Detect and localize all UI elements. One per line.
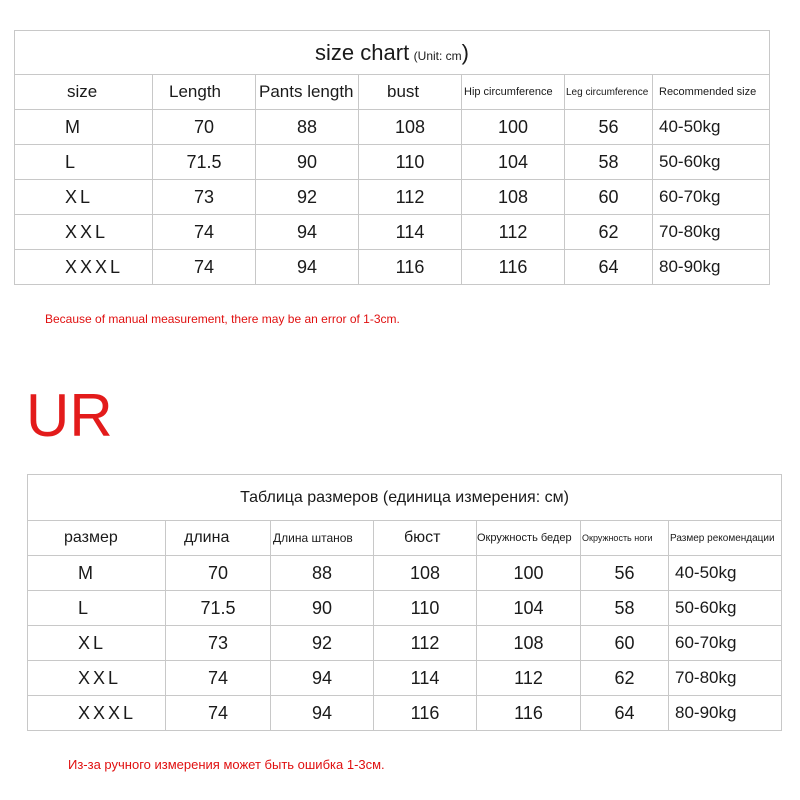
recommended-cell: 50-60kg: [669, 591, 782, 626]
length-cell: 74: [153, 250, 256, 285]
recommended-cell: 60-70kg: [653, 180, 770, 215]
bust-cell: 108: [374, 556, 477, 591]
pants-length-cell: 88: [256, 110, 359, 145]
hip-cell: 104: [462, 145, 565, 180]
size-cell: XXXL: [15, 250, 153, 285]
chart-title-row: [28, 475, 782, 521]
bust-cell: 116: [374, 696, 477, 731]
header-cell: Hip circumference: [462, 75, 565, 110]
recommended-cell: 40-50kg: [669, 556, 782, 591]
leg-cell: 62: [565, 215, 653, 250]
size-cell: M: [28, 556, 166, 591]
hip-cell: 112: [477, 661, 581, 696]
recommended-cell: 80-90kg: [653, 250, 770, 285]
length-cell: 71.5: [153, 145, 256, 180]
bust-cell: 114: [374, 661, 477, 696]
bust-cell: 110: [359, 145, 462, 180]
pants-length-cell: 94: [271, 661, 374, 696]
bust-cell: 112: [374, 626, 477, 661]
length-cell: 70: [166, 556, 271, 591]
leg-cell: 56: [581, 556, 669, 591]
chart-title-row: [15, 31, 770, 75]
header-cell: Length: [153, 75, 256, 110]
bust-cell: 112: [359, 180, 462, 215]
table-row: [15, 110, 770, 145]
pants-length-cell: 94: [271, 696, 374, 731]
pants-length-cell: 92: [271, 626, 374, 661]
header-cell: Окружность бедер: [477, 521, 581, 556]
bust-cell: 110: [374, 591, 477, 626]
bust-cell: 108: [359, 110, 462, 145]
size-chart-table-en: [14, 30, 770, 285]
chart-title: [15, 31, 770, 75]
table-row: [15, 180, 770, 215]
leg-cell: 60: [565, 180, 653, 215]
measurement-note-en: Because of manual measurement, there may be an error of 1-3cm.: [45, 312, 400, 326]
table-row: [28, 626, 782, 661]
recommended-cell: 60-70kg: [669, 626, 782, 661]
header-cell: bust: [359, 75, 462, 110]
header-cell: Pants length: [256, 75, 359, 110]
leg-cell: 58: [581, 591, 669, 626]
leg-cell: 56: [565, 110, 653, 145]
hip-cell: 100: [477, 556, 581, 591]
leg-cell: 58: [565, 145, 653, 180]
recommended-cell: 50-60kg: [653, 145, 770, 180]
hip-cell: 112: [462, 215, 565, 250]
header-cell: Окружность ноги: [581, 521, 669, 556]
bust-cell: 114: [359, 215, 462, 250]
header-cell: Длина штанов: [271, 521, 374, 556]
header-cell: Recommended size: [653, 75, 770, 110]
chart-title: Таблица размеров (единица измерения: см): [28, 475, 782, 521]
table-row: [15, 250, 770, 285]
hip-cell: 116: [477, 696, 581, 731]
chart-title-text: size chart: [315, 39, 410, 65]
size-cell: XL: [28, 626, 166, 661]
size-cell: M: [15, 110, 153, 145]
length-cell: 71.5: [166, 591, 271, 626]
table-header-row: [15, 75, 770, 110]
length-cell: 74: [166, 661, 271, 696]
pants-length-cell: 94: [256, 250, 359, 285]
recommended-cell: 70-80kg: [653, 215, 770, 250]
header-cell: размер: [28, 521, 166, 556]
ur-label: UR: [26, 382, 113, 449]
size-cell: XXXL: [28, 696, 166, 731]
pants-length-cell: 92: [256, 180, 359, 215]
table-row: [15, 145, 770, 180]
pants-length-cell: 90: [256, 145, 359, 180]
measurement-note-ru: Из-за ручного измерения может быть ошибка 1-3см.: [68, 757, 385, 772]
length-cell: 73: [166, 626, 271, 661]
header-cell: Leg circumference: [565, 75, 653, 110]
length-cell: 73: [153, 180, 256, 215]
size-cell: XXL: [28, 661, 166, 696]
pants-length-cell: 88: [271, 556, 374, 591]
table-row: [15, 215, 770, 250]
chart-title-unit: (Unit: cm: [413, 48, 462, 63]
recommended-cell: 40-50kg: [653, 110, 770, 145]
length-cell: 70: [153, 110, 256, 145]
table-row: [28, 591, 782, 626]
size-chart-table-ru: [27, 474, 782, 731]
size-cell: L: [28, 591, 166, 626]
hip-cell: 108: [462, 180, 565, 215]
table-header-row: [28, 521, 782, 556]
chart-title-unit-close: ): [461, 39, 469, 65]
table-row: [28, 696, 782, 731]
leg-cell: 64: [581, 696, 669, 731]
hip-cell: 104: [477, 591, 581, 626]
pants-length-cell: 90: [271, 591, 374, 626]
table-row: [28, 556, 782, 591]
header-cell: size: [15, 75, 153, 110]
hip-cell: 116: [462, 250, 565, 285]
header-cell: длина: [166, 521, 271, 556]
leg-cell: 64: [565, 250, 653, 285]
recommended-cell: 70-80kg: [669, 661, 782, 696]
size-cell: XL: [15, 180, 153, 215]
pants-length-cell: 94: [256, 215, 359, 250]
header-cell: Размер рекомендации: [669, 521, 782, 556]
leg-cell: 62: [581, 661, 669, 696]
leg-cell: 60: [581, 626, 669, 661]
hip-cell: 108: [477, 626, 581, 661]
hip-cell: 100: [462, 110, 565, 145]
bust-cell: 116: [359, 250, 462, 285]
header-cell: бюст: [374, 521, 477, 556]
length-cell: 74: [153, 215, 256, 250]
size-cell: L: [15, 145, 153, 180]
recommended-cell: 80-90kg: [669, 696, 782, 731]
table-row: [28, 661, 782, 696]
length-cell: 74: [166, 696, 271, 731]
size-cell: XXL: [15, 215, 153, 250]
